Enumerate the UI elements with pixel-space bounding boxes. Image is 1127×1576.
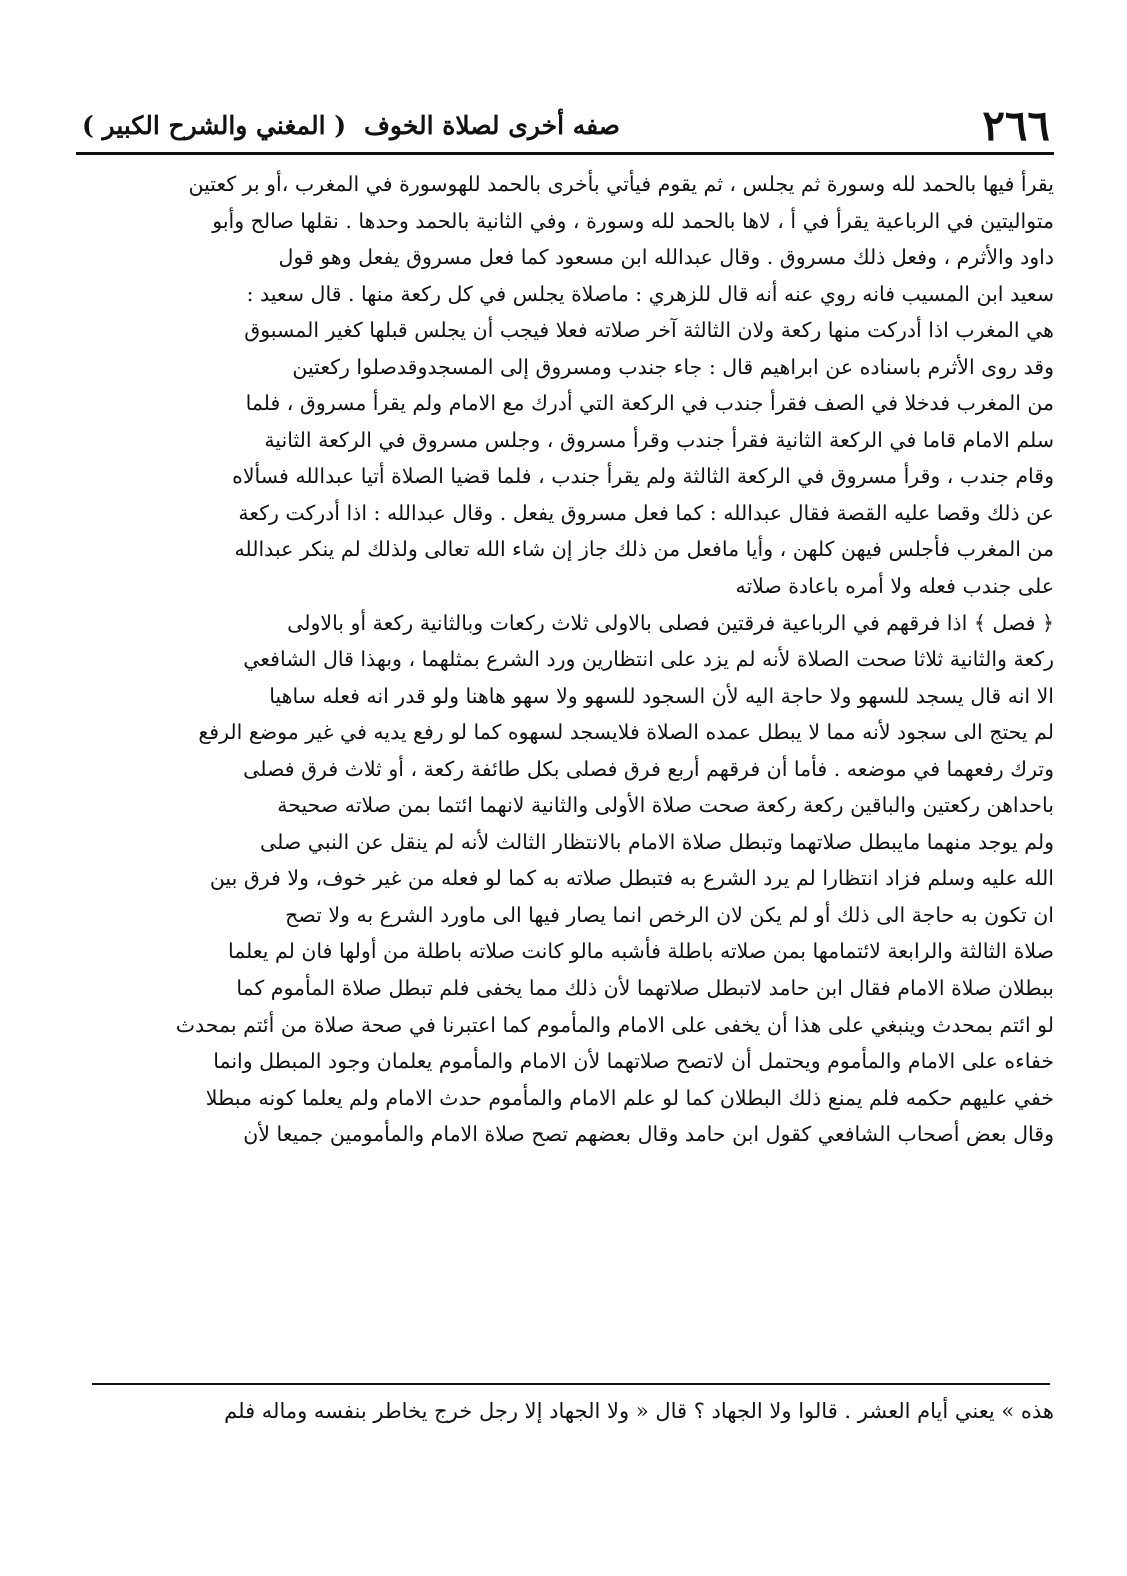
text-line: ولم يوجد منهما مايبطل صلاتهما وتبطل صلاة الامام بالانتظار الثالث لأنه لم ينقل عن النبي صلى <box>260 829 1054 854</box>
text-line: الا انه قال يسجد للسهو ولا حاجة اليه لأن السجود للسهو ولا سهو هاهنا ولو قدر انه فعله ساهيا <box>269 683 1054 708</box>
header-divider <box>76 152 1054 155</box>
main-text <box>80 166 1054 1153</box>
footnote-divider <box>92 1383 1050 1385</box>
text-line: ببطلان صلاة الامام فقال ابن حامد لاتبطل صلاتهما لأن ذلك مما يخفى فلم تبطل صلاة المأموم كما <box>236 976 1054 1001</box>
text-line: لم يحتج الى سجود لأنه مما لا يبطل عمده الصلاة فلايسجد لسهوه كما لو رفع يديه في غير موضع الرفع <box>198 720 1054 745</box>
text-line: الله عليه وسلم فزاد انتظارا لم يرد الشرع به فتبطل صلاته به كما لو فعله من غير خوف، ولا فرق بين <box>209 866 1054 891</box>
text-line: وترك رفعهما في موضعه . فأما أن فرقهم أربع فرق فصلى بكل طائفة ركعة ، أو ثلاث فرق فصلى <box>243 756 1054 781</box>
text-line: من المغرب فدخلا في الصف فقرأ جندب في الركعة التي أدرك مع الامام ولم يقرأ مسروق ، فلما <box>245 391 1054 416</box>
text-line: متواليتين في الرباعية يقرأ في أ ، لاها بالحمد لله وسورة ، وفي الثانية بالحمد وحدها . نقلها صالح وأبو <box>212 208 1054 233</box>
text-line: خفاءه على الامام والمأموم ويحتمل أن لاتصح صلاتهما لأن الامام والمأموم يعلمان وجود المبطل وانما <box>213 1049 1054 1074</box>
book-title: ( المغني والشرح الكبير ) <box>82 111 347 140</box>
text-line: هي المغرب اذا أدركت منها ركعة ولان الثالثة آخر صلاته فعلا فيجب أن يجلس قبلها كغير المسبوق <box>244 318 1054 343</box>
page-number: ٢٦٦ <box>982 101 1050 150</box>
text-line: ﴿ فصل ﴾ اذا فرقهم في الرباعية فرقتين فصلى بالاولى ثلاث ركعات وبالثانية ركعة أو بالاولى <box>287 610 1054 635</box>
footnote: هذه » يعني أيام العشر . قالوا ولا الجهاد ؟ قال « ولا الجهاد إلا رجل خرج يخاطر بنفسه وماله فلم <box>224 1399 1054 1423</box>
text-line: يقرأ فيها بالحمد لله وسورة ثم يجلس ، ثم يقوم فيأتي بأخرى بالحمد للهوسورة في المغرب ،أو بر كعتين <box>188 172 1054 196</box>
text-line: وقام جندب ، وقرأ مسروق في الركعة الثالثة ولم يقرأ جندب ، فلما قضيا الصلاة أتيا عبدالله فسألاه <box>232 464 1054 489</box>
text-line: خفي عليهم حكمه فلم يمنع ذلك البطلان كما لو علم الامام والمأموم حدث الامام ولم يعلما كونه مبطلا <box>205 1085 1054 1110</box>
text-line: وقال بعض أصحاب الشافعي كقول ابن حامد وقال بعضهم تصح صلاة الامام والمأمومين جميعا لأن <box>243 1122 1054 1147</box>
text-line: باحداهن ركعتين والباقين ركعة ركعة صحت صلاة الأولى والثانية لانهما ائتما بمن صلاته صحيحة <box>277 793 1054 818</box>
section-title: صفه أخرى لصلاة الخوف <box>364 111 620 140</box>
text-line: ان تكون به حاجة الى ذلك أو لم يكن لان الرخص انما يصار فيها الى ماورد الشرع به ولا تصح <box>285 902 1054 927</box>
text-line: صلاة الثالثة والرابعة لائتمامها بمن صلاته باطلة فأشبه مالو كانت صلاته باطلة من أولها فان لم يعلما <box>227 939 1054 964</box>
text-line: وقد روى الأثرم باسناده عن ابراهيم قال : جاء جندب ومسروق إلى المسجدوقدصلوا ركعتين <box>292 354 1054 379</box>
text-line: من المغرب فأجلس فيهن كلهن ، وأيا مافعل من ذلك جاز إن شاء الله تعالى ولذلك لم ينكر عبدالله <box>234 537 1054 562</box>
running-header <box>82 100 1050 152</box>
text-line: سلم الامام قاما في الركعة الثانية فقرأ جندب وقرأ مسروق ، وجلس مسروق في الركعة الثانية <box>264 427 1054 452</box>
text-line: سعيد ابن المسيب فانه روي عنه أنه قال للزهري : ماصلاة يجلس في كل ركعة منها . قال سعيد : <box>246 281 1054 306</box>
text-line: عن ذلك وقصا عليه القصة فقال عبدالله : كما فعل مسروق يفعل . وقال عبدالله : اذا أدركت ركعة <box>238 500 1054 525</box>
text-line: على جندب فعله ولا أمره باعادة صلاته <box>735 574 1054 599</box>
text-line: لو ائتم بمحدث وينبغي على هذا أن يخفى على الامام والمأموم كما اعتبرنا في صحة صلاة من أئتم بمحدث <box>175 1012 1054 1037</box>
text-line: داود والأثرم ، وفعل ذلك مسروق . وقال عبدالله ابن مسعود كما فعل مسروق يفعل وهو قول <box>278 245 1054 270</box>
text-line: ركعة والثانية ثلاثا صحت الصلاة لأنه لم يزد على انتظارين ورد الشرع بمثلهما ، وبهذا قال الشافعي <box>243 647 1054 672</box>
